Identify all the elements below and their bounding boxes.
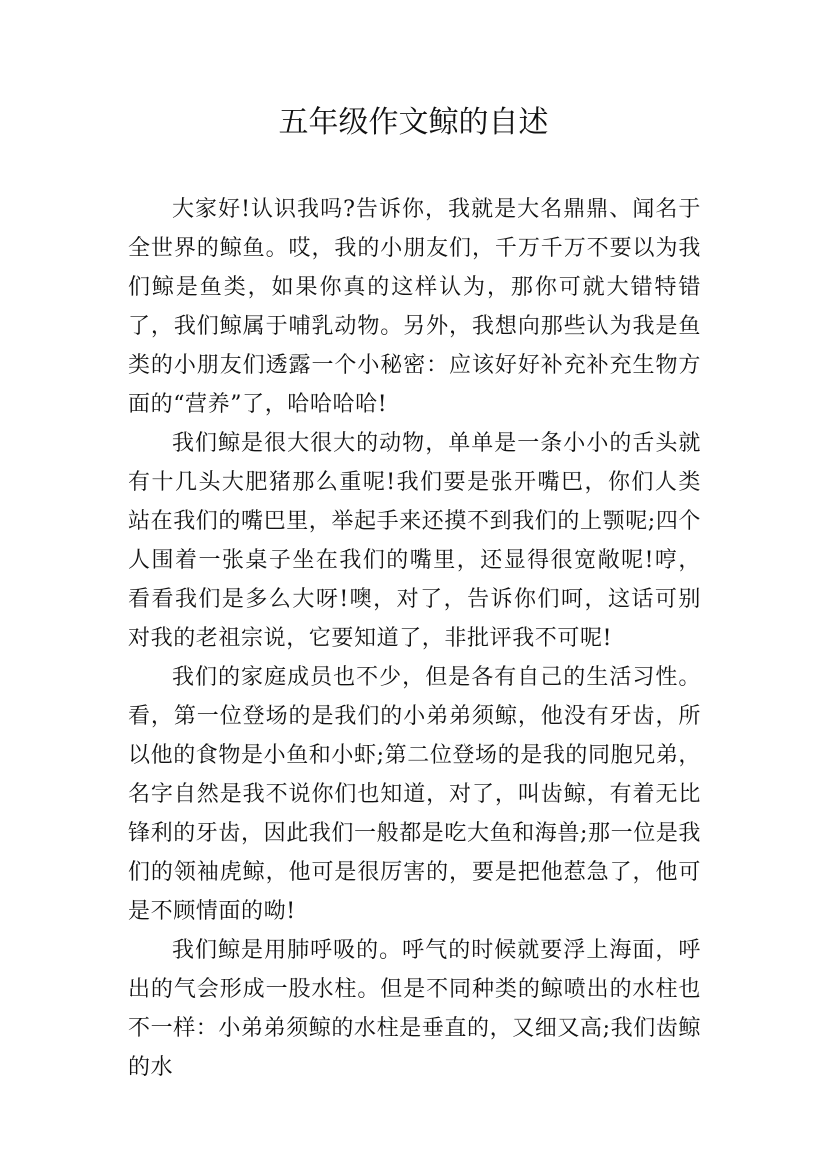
paragraph-4: 我们鲸是用肺呼吸的。呼气的时候就要浮上海面，呼出的气会形成一股水柱。但是不同种类的鲸喷出的水柱也不一样：小弟弟须鲸的水柱是垂直的，又细又高;我们齿鲸的水 — [128, 938, 702, 1080]
document-body — [128, 190, 701, 1087]
document-title: 五年级作文鲸的自述 — [278, 105, 549, 140]
paragraph-1: 大家好!认识我吗?告诉你，我就是大名鼎鼎、闻名于全世界的鲸鱼。哎，我的小朋友们，千万千万不要以为我们鲸是鱼类，如果你真的这样认为，那你可就大错特错了，我们鲸属于哺乳动物。另外，我想向那些认为我是鱼类的小朋友们透露一个小秘密：应该好好补充补充生物方面的“营养”了，哈哈哈哈! — [128, 197, 701, 417]
paragraph-3: 我们的家庭成员也不少，但是各有自己的生活习性。看，第一位登场的是我们的小弟弟须鲸，他没有牙齿，所以他的食物是小鱼和小虾;第二位登场的是我的同胞兄弟，名字自然是我不说你们也知道，对了，叫齿鲸，有着无比锋利的牙齿，因此我们一般都是吃大鱼和海兽;那一位是我们的领袖虎鲸，他可是很厉害的，要是把他惹急了，他可是不顾情面的呦! — [128, 665, 702, 924]
paragraph-2: 我们鲸是很大很大的动物，单单是一条小小的舌头就有十几头大肥猪那么重呢!我们要是张开嘴巴，你们人类站在我们的嘴巴里，举起手来还摸不到我们的上颚呢;四个人围着一张桌子坐在我们的嘴里，还显得很宽敞呢!哼，看看我们是多么大呀!噢，对了，告诉你们呵，这话可别对我的老祖宗说，它要知道了，非批评我不可呢! — [128, 431, 702, 651]
